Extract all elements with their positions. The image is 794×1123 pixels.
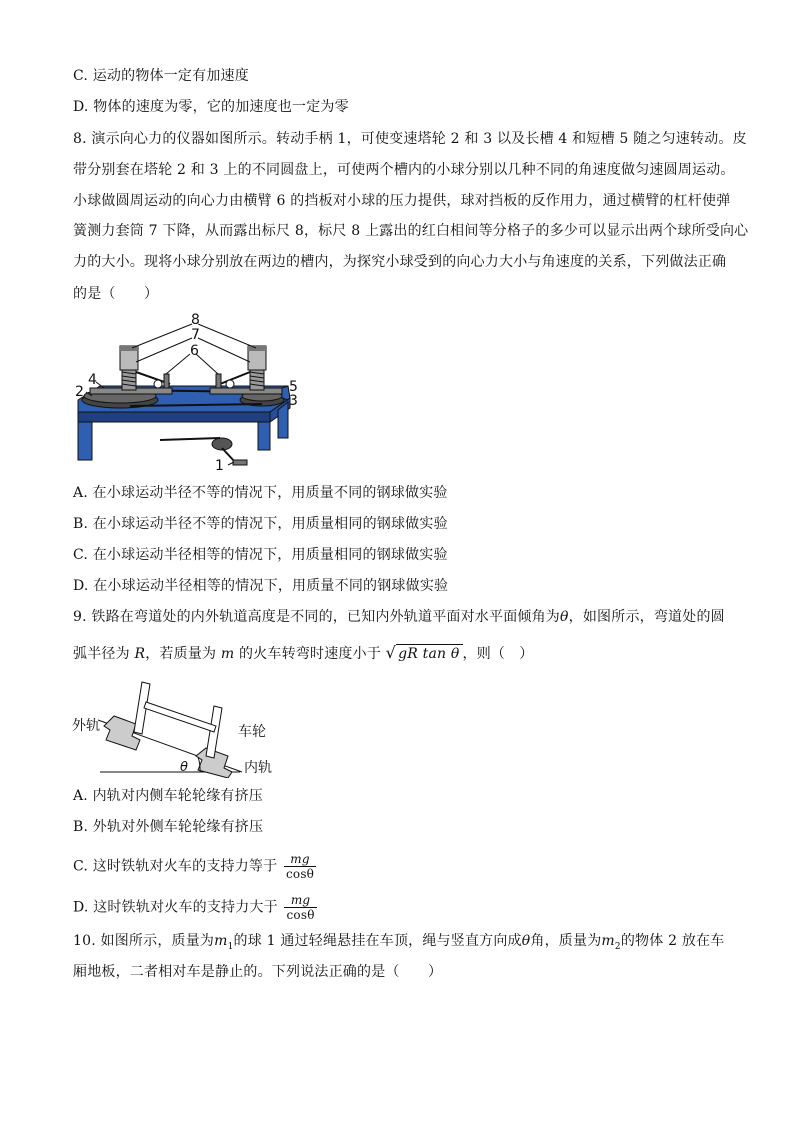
fraction-numerator: mg — [284, 852, 316, 867]
q10-line-1 — [73, 932, 724, 956]
fraction-mg-cos-2 — [284, 893, 316, 922]
m2-subscript: 2 — [614, 941, 621, 952]
label-outer-rail: 外轨 — [72, 718, 100, 734]
m1-symbol: m — [214, 933, 228, 949]
q8-line-6: 的是（ ） — [73, 286, 159, 302]
q8-option-c: C. 在小球运动半径相等的情况下，用质量相同的钢球做实验 — [73, 547, 448, 563]
q10-text-1a: 10. 如图所示，质量为 — [73, 933, 215, 949]
q9-option-d-text: D. 这时铁轨对火车的支持力大于 — [73, 899, 278, 916]
q9-text-2b: ，若质量为 — [145, 646, 217, 662]
q9-line-1 — [73, 608, 725, 626]
q8-line-4: 簧测力套筒 7 下降，从而露出标尺 8，标尺 8 上露出的红白相间等分格子的多少可以显示出两个球所受向心 — [73, 223, 749, 239]
q8-option-b: B. 在小球运动半径不等的情况下，用质量相同的钢球做实验 — [73, 516, 448, 532]
m1-subscript: 1 — [227, 941, 234, 952]
q10-text-1c: 角，质量为 — [530, 933, 602, 949]
q8-line-3: 小球做圆周运动的向心力由横臂 6 的挡板对小球的压力提供，球对挡板的反作用力，通过横臂的杠杆使弹 — [73, 193, 731, 209]
q9-line-2 — [73, 644, 534, 663]
q10-text-1b: 的球 1 通过轻绳悬挂在车顶，绳与竖直方向成 — [233, 933, 522, 949]
theta-symbol: θ — [560, 609, 569, 625]
label-4: 4 — [88, 372, 97, 388]
sqrt-expression: gR tan θ — [396, 644, 462, 663]
q9-option-c — [73, 852, 316, 881]
q9-option-b: B. 外轨对外侧车轮轮缘有挤压 — [73, 819, 264, 835]
q8-line-2: 带分别套在塔轮 2 和 3 上的不同圆盘上，可使两个槽内的小球分别以几种不同的角速度做匀速圆周运动。 — [73, 162, 735, 178]
option-c-prev: C. 运动的物体一定有加速度 — [73, 68, 249, 84]
fraction-denominator: cosθ — [285, 867, 315, 881]
q8-line-5: 力的大小。现将小球分别放在两边的槽内，为探究小球受到的向心力大小与角速度的关系，下列做法正确 — [73, 254, 727, 270]
q9-text-1b: ，如图所示，弯道处的圆 — [568, 609, 725, 625]
railway-curve-figure — [70, 678, 290, 778]
centripetal-apparatus-figure — [70, 312, 310, 474]
label-1: 1 — [215, 458, 224, 474]
label-3: 3 — [289, 393, 298, 409]
sqrt-icon: √ — [385, 643, 397, 662]
option-d-prev: D. 物体的速度为零，它的加速度也一定为零 — [73, 99, 349, 115]
label-7: 7 — [191, 327, 200, 343]
q9-option-c-text: C. 这时铁轨对火车的支持力等于 — [73, 858, 278, 875]
label-theta: θ — [180, 760, 188, 775]
q8-option-d: D. 在小球运动半径相等的情况下，用质量不同的钢球做实验 — [73, 578, 449, 594]
q9-text-2a: 弧半径为 — [73, 646, 130, 662]
q8-line-1: 8. 演示向心力的仪器如图所示。转动手柄 1，可使变速塔轮 2 和 3 以及长槽 4 和短槽 5 随之匀速转动。皮 — [73, 131, 747, 147]
q9-option-a: A. 内轨对内侧车轮轮缘有挤压 — [73, 788, 264, 804]
theta-symbol-2: θ — [521, 933, 531, 949]
label-5: 5 — [289, 379, 298, 395]
q9-text-2d: ，则（ ） — [462, 646, 534, 662]
q9-text-2c: 的火车转弯时速度小于 — [239, 646, 382, 662]
mass-symbol: m — [220, 646, 235, 662]
radius-symbol: R — [134, 646, 146, 662]
label-6: 6 — [190, 343, 199, 359]
label-2: 2 — [75, 384, 84, 400]
label-inner-rail: 内轨 — [244, 760, 272, 776]
q10-line-2: 厢地板，二者相对车是静止的。下列说法正确的是（ ） — [73, 964, 443, 980]
fraction-numerator-2: mg — [284, 893, 316, 908]
q10-text-1d: 的物体 2 放在车 — [620, 933, 725, 949]
q9-option-d — [73, 893, 317, 922]
label-wheel: 车轮 — [238, 724, 266, 740]
fraction-mg-cos — [284, 852, 316, 881]
q9-text-1: 9. 铁路在弯道处的内外轨道高度是不同的，已知内外轨道平面对水平面倾角为 — [73, 609, 561, 625]
q8-option-a: A. 在小球运动半径不等的情况下，用质量不同的钢球做实验 — [73, 485, 448, 501]
label-8: 8 — [191, 312, 200, 328]
m2-symbol: m — [601, 933, 615, 949]
fraction-denominator-2: cosθ — [286, 908, 315, 922]
